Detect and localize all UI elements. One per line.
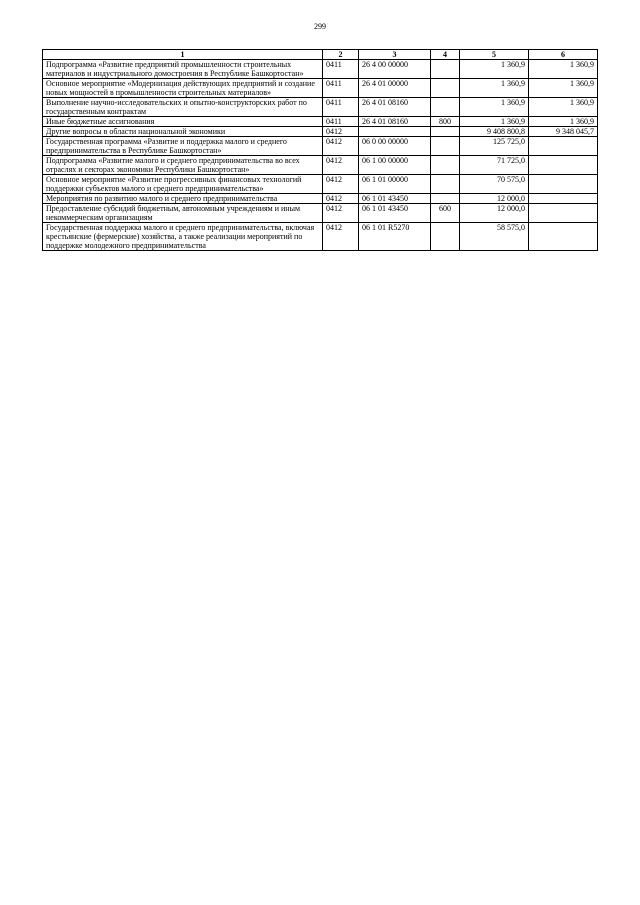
- cell-name: Государственная программа «Развитие и поддержка малого и среднего предпринимательства в Республике Башкортостан»: [43, 137, 323, 156]
- cell-name: Мероприятия по развитию малого и среднего предпринимательства: [43, 194, 323, 204]
- cell-amount-2: 1 360,9: [529, 98, 598, 117]
- header-col-6: 6: [529, 50, 598, 60]
- cell-name: Подпрограмма «Развитие малого и среднего предпринимательства во всех отраслях и секторах экономики Республики Башкортостан»: [43, 156, 323, 175]
- cell-target-code: 06 1 01 R5270: [359, 223, 431, 251]
- cell-name: Основное мероприятие «Модернизация действующих предприятий и создание новых мощностей в промышленности строительных материалов»: [43, 79, 323, 98]
- cell-expense-type: 600: [431, 204, 460, 223]
- cell-amount-1: 58 575,0: [460, 223, 529, 251]
- cell-section: 0412: [323, 223, 359, 251]
- cell-name: Подпрограмма «Развитие предприятий промышленности строительных материалов и индустриального домостроения в Республике Башкортостан»: [43, 60, 323, 79]
- table-row: [43, 194, 598, 204]
- header-row: [43, 50, 598, 60]
- cell-expense-type: [431, 60, 460, 79]
- cell-amount-2: [529, 156, 598, 175]
- cell-amount-2: [529, 137, 598, 156]
- page-number: 299: [314, 22, 326, 31]
- cell-section: 0411: [323, 60, 359, 79]
- table-row: [43, 137, 598, 156]
- table-row: [43, 117, 598, 127]
- cell-section: 0412: [323, 156, 359, 175]
- cell-amount-2: 1 360,9: [529, 79, 598, 98]
- cell-amount-1: 71 725,0: [460, 156, 529, 175]
- cell-section: 0412: [323, 204, 359, 223]
- table-row: [43, 156, 598, 175]
- table-header: [43, 50, 598, 60]
- cell-target-code: 26 4 01 00000: [359, 79, 431, 98]
- cell-amount-1: 1 360,9: [460, 117, 529, 127]
- cell-section: 0412: [323, 127, 359, 137]
- cell-amount-2: [529, 223, 598, 251]
- cell-name: Иные бюджетные ассигнования: [43, 117, 323, 127]
- cell-expense-type: [431, 223, 460, 251]
- cell-section: 0411: [323, 98, 359, 117]
- cell-amount-1: 12 000,0: [460, 194, 529, 204]
- cell-amount-1: 1 360,9: [460, 79, 529, 98]
- cell-amount-2: [529, 194, 598, 204]
- cell-amount-1: 12 000,0: [460, 204, 529, 223]
- cell-amount-1: 9 408 800,8: [460, 127, 529, 137]
- header-col-5: 5: [460, 50, 529, 60]
- cell-amount-2: [529, 175, 598, 194]
- cell-target-code: 26 4 01 08160: [359, 117, 431, 127]
- cell-section: 0411: [323, 79, 359, 98]
- table-body: [43, 60, 598, 251]
- cell-target-code: [359, 127, 431, 137]
- cell-name: Основное мероприятие «Развитие прогрессивных финансовых технологий поддержки субъектов малого и среднего предпринимательства»: [43, 175, 323, 194]
- cell-name: Другие вопросы в области национальной экономики: [43, 127, 323, 137]
- cell-target-code: 06 0 00 00000: [359, 137, 431, 156]
- cell-amount-1: 70 575,0: [460, 175, 529, 194]
- cell-expense-type: [431, 194, 460, 204]
- cell-target-code: 26 4 00 00000: [359, 60, 431, 79]
- table-row: [43, 223, 598, 251]
- cell-target-code: 06 1 01 00000: [359, 175, 431, 194]
- table-row: [43, 204, 598, 223]
- cell-amount-1: 1 360,9: [460, 98, 529, 117]
- cell-expense-type: 800: [431, 117, 460, 127]
- header-col-4: 4: [431, 50, 460, 60]
- cell-name: Государственная поддержка малого и среднего предпринимательства, включая крестьянские (фермерские) хозяйства, а также реализации мероприятий по поддержке молодежного предпринимательства: [43, 223, 323, 251]
- cell-target-code: 06 1 01 43450: [359, 194, 431, 204]
- header-col-2: 2: [323, 50, 359, 60]
- cell-amount-2: 1 360,9: [529, 60, 598, 79]
- cell-target-code: 06 1 00 00000: [359, 156, 431, 175]
- cell-section: 0412: [323, 137, 359, 156]
- cell-section: 0411: [323, 117, 359, 127]
- cell-expense-type: [431, 79, 460, 98]
- header-col-3: 3: [359, 50, 431, 60]
- cell-name: Предоставление субсидий бюджетным, автономным учреждениям и иным некоммерческим организациям: [43, 204, 323, 223]
- table-row: [43, 98, 598, 117]
- table-row: [43, 175, 598, 194]
- table-row: [43, 60, 598, 79]
- cell-expense-type: [431, 127, 460, 137]
- cell-amount-1: 1 360,9: [460, 60, 529, 79]
- header-col-1: 1: [43, 50, 323, 60]
- cell-amount-2: [529, 204, 598, 223]
- cell-amount-2: 1 360,9: [529, 117, 598, 127]
- budget-table: [42, 49, 598, 251]
- cell-section: 0412: [323, 194, 359, 204]
- cell-expense-type: [431, 137, 460, 156]
- cell-name: Выполнение научно-исследовательских и опытно-конструкторских работ по государственным контрактам: [43, 98, 323, 117]
- cell-expense-type: [431, 98, 460, 117]
- cell-amount-2: 9 348 045,7: [529, 127, 598, 137]
- cell-amount-1: 125 725,0: [460, 137, 529, 156]
- table-row: [43, 79, 598, 98]
- cell-expense-type: [431, 156, 460, 175]
- table-row: [43, 127, 598, 137]
- cell-target-code: 06 1 01 43450: [359, 204, 431, 223]
- cell-expense-type: [431, 175, 460, 194]
- cell-target-code: 26 4 01 08160: [359, 98, 431, 117]
- cell-section: 0412: [323, 175, 359, 194]
